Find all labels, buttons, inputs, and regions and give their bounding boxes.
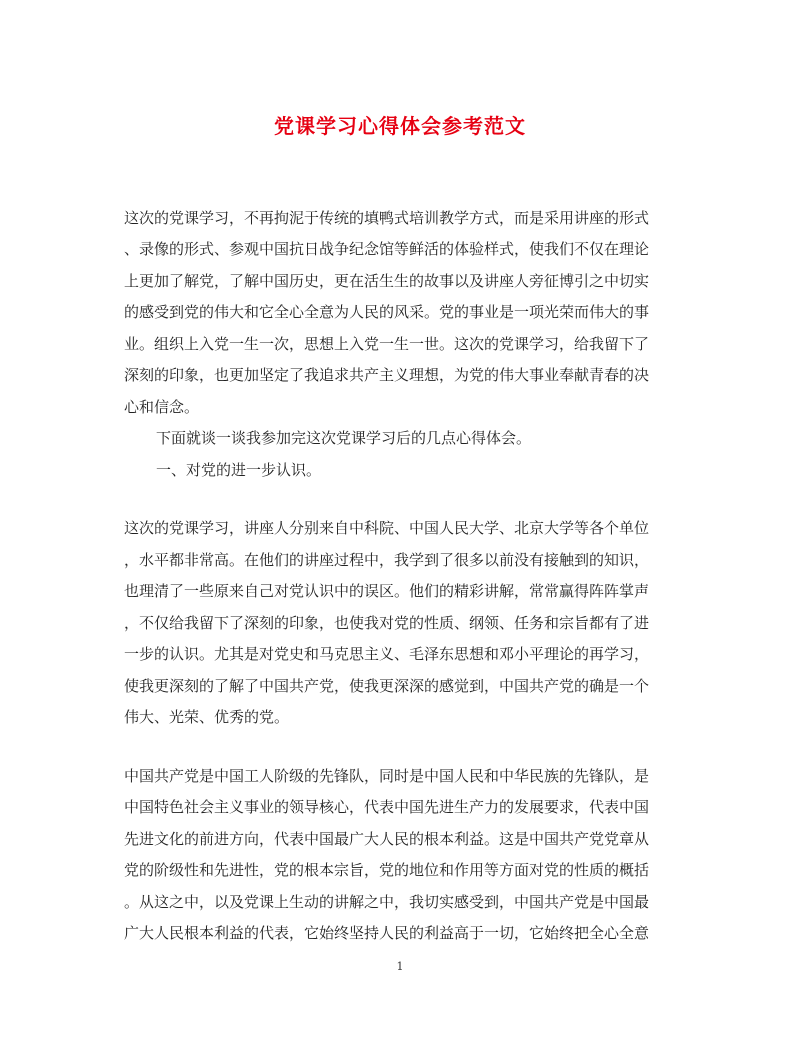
- paragraph-1-line-7: 心和信念。: [124, 398, 200, 416]
- paragraph-5-line-3: 先进文化的前进方向，代表中国最广大人民的根本利益。这是中国共产党党章从: [124, 830, 650, 848]
- page-number: 1: [396, 960, 404, 973]
- paragraph-5-line-4: 党的阶级性和先进性，党的根本宗旨，党的地位和作用等方面对党的性质的概括: [124, 861, 650, 879]
- paragraph-4-line-6: 使我更深刻的了解了中国共产党，使我更深深的感觉到，中国共产党的确是一个: [124, 677, 650, 695]
- paragraph-5-line-6: 广大人民根本利益的代表，它始终坚持人民的利益高于一切，它始终把全心全意: [124, 924, 650, 942]
- paragraph-4-line-7: 伟大、光荣、优秀的党。: [124, 708, 290, 726]
- paragraph-4-line-2: ，水平都非常高。在他们的讲座过程中，我学到了很多以前没有接触到的知识，: [124, 551, 650, 569]
- paragraph-4-line-5: 一步的认识。尤其是对党史和马克思主义、毛泽东思想和邓小平理论的再学习，: [124, 645, 650, 663]
- paragraph-1-line-4: 的感受到党的伟大和它全心全意为人民的风采。党的事业是一项光荣而伟大的事: [124, 303, 650, 321]
- paragraph-4-line-3: 也理清了一些原来自己对党认识中的误区。他们的精彩讲解，常常赢得阵阵掌声: [124, 582, 650, 600]
- paragraph-1-line-6: 深刻的印象，也更加坚定了我追求共产主义理想，为党的伟大事业奉献青春的决: [124, 366, 650, 384]
- paragraph-5-line-2: 中国特色社会主义事业的领导核心，代表中国先进生产力的发展要求，代表中国: [124, 798, 650, 816]
- section-heading-1: 一、对党的进一步认识。: [156, 461, 322, 479]
- paragraph-1-line-5: 业。组织上入党一生一次，思想上入党一生一世。这次的党课学习，给我留下了: [124, 335, 650, 353]
- paragraph-5-line-1: 中国共产党是中国工人阶级的先锋队，同时是中国人民和中华民族的先锋队，是: [124, 767, 650, 785]
- document-title: 党课学习心得体会参考范文: [274, 114, 526, 138]
- paragraph-1-line-3: 上更加了解党，了解中国历史，更在活生生的故事以及讲座人旁征博引之中切实: [124, 272, 650, 290]
- paragraph-1-line-1: 这次的党课学习，不再拘泥于传统的填鸭式培训教学方式，而是采用讲座的形式: [124, 209, 650, 227]
- paragraph-4-line-4: ，不仅给我留下了深刻的印象，也使我对党的性质、纲领、任务和宗旨都有了进: [124, 614, 650, 632]
- paragraph-4-line-1: 这次的党课学习，讲座人分别来自中科院、中国人民大学、北京大学等各个单位: [124, 519, 650, 537]
- paragraph-5-line-5: 。从这之中，以及党课上生动的讲解之中，我切实感受到，中国共产党是中国最: [124, 893, 650, 911]
- paragraph-1-line-2: 、录像的形式、参观中国抗日战争纪念馆等鲜活的体验样式，使我们不仅在理论: [124, 240, 650, 258]
- paragraph-2-line-1: 下面就谈一谈我参加完这次党课学习后的几点心得体会。: [156, 429, 532, 447]
